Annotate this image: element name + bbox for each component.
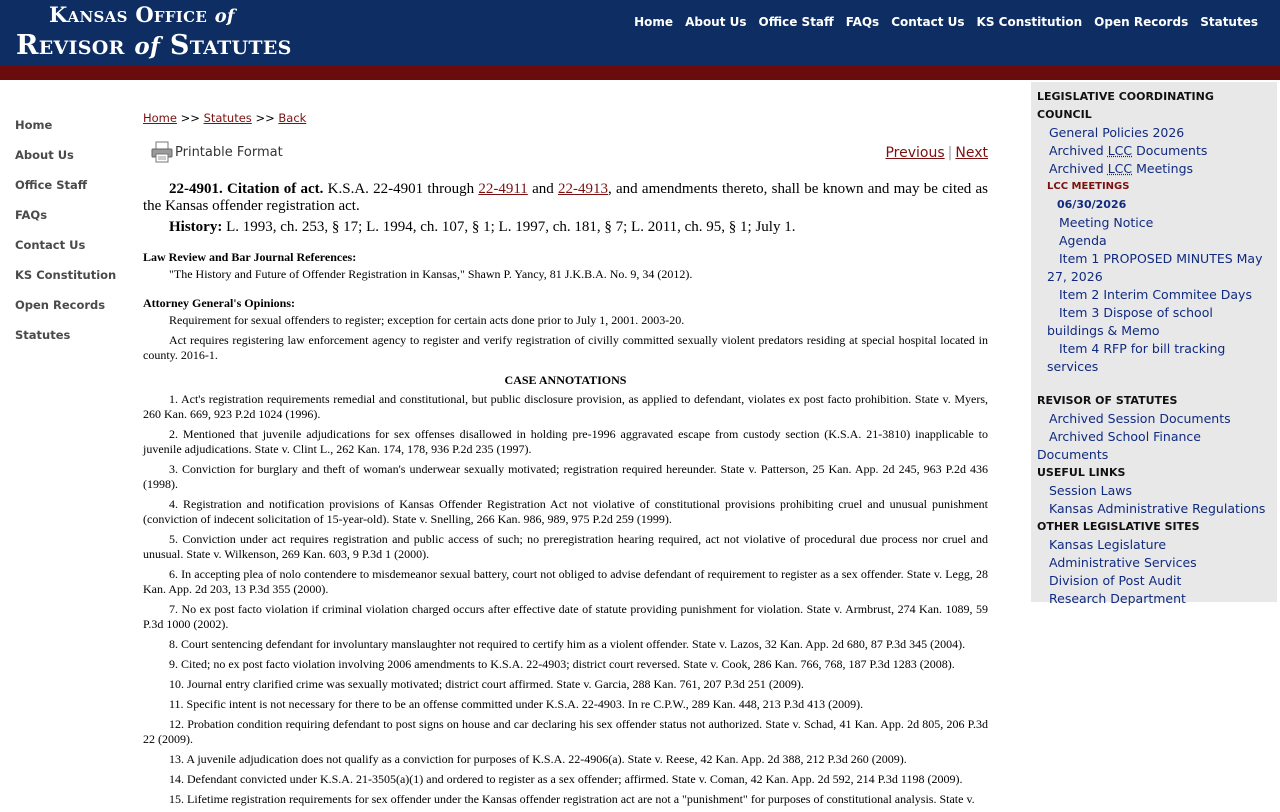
breadcrumb-home[interactable]: Home [143,111,177,125]
ag-opinions-heading: Attorney General's Opinions: [143,296,295,310]
left-nav [15,118,135,358]
right-sidebar [1031,82,1277,606]
printable-format-link[interactable] [151,141,283,163]
prev-next-nav [885,145,988,161]
statute-link-22-4913[interactable]: 22-4913 [558,181,609,197]
case-annotation: 4. Registration and notification provisions of Kansas Offender Registration Act not violative of constitutional provisions prohibiting cruel and unusual punishment (conviction of indecent solicitation of 15-year-old). State v. Snelling, 266 Kan. 986, 989, 975 P.2d 259 (1999). [143,497,988,526]
division-of-post-audit-link[interactable]: Division of Post Audit [1049,573,1182,588]
lcc-general-policies-link[interactable]: General Policies 2026 [1049,125,1185,140]
leftnav-contact-us[interactable]: Contact Us [15,238,86,252]
case-annotation: 15. Lifetime registration requirements for sex offender under the Kansas offender registration act are not a "punishment" for purposes of constitutional analysis. State v. [169,792,975,806]
session-laws-link[interactable]: Session Laws [1049,483,1133,498]
kansas-legislature-link[interactable]: Kansas Legislature [1049,537,1167,552]
printable-format-label: Printable Format [175,144,283,160]
leftnav-statutes[interactable]: Statutes [15,328,71,342]
lcc-archived-documents-link[interactable] [1031,142,1277,160]
leftnav-office-staff[interactable]: Office Staff [15,178,88,192]
printer-icon [151,141,173,163]
research-department-link[interactable]: Research Department [1049,591,1186,606]
leftnav-home[interactable]: Home [15,118,53,132]
topnav-faqs[interactable]: FAQs [845,15,880,29]
case-annotation: 3. Conviction for burglary and theft of woman's underwear sexually motivated; registration required hereunder. State v. Patterson, 25 Kan. App. 2d 245, 963 P.2d 436 (1998). [143,462,988,491]
statute-text-part: , and amendments thereto, shall be known and may be cited as the Kansas offender registration act. [143,181,989,214]
statute-text [143,181,988,215]
lcc-meetings-label: LCC MEETINGS [1047,181,1130,192]
ag-opinion-item: Act requires registering law enforcement agency to register and verify registration of civilly committed sexually violent predators residing at special hospital located in county. 2016-1. [143,333,988,362]
link-text: Archived [1049,143,1104,158]
topnav-ks-constitution[interactable]: KS Constitution [976,15,1083,29]
kansas-admin-regulations-link[interactable]: Kansas Administrative Regulations [1049,501,1266,516]
topnav-home[interactable]: Home [634,15,674,29]
other-sites-heading: OTHER LEGISLATIVE SITES [1037,520,1200,533]
header-accent-bar [0,65,1280,80]
topnav-statutes[interactable]: Statutes [1200,15,1258,29]
revisor-heading: REVISOR OF STATUTES [1037,394,1178,407]
lcc-abbr: LCC [1107,161,1133,176]
meeting-item-3-link[interactable]: Item 3 Dispose of school buildings & Memo [1047,305,1213,338]
meeting-notice-link[interactable]: Meeting Notice [1059,215,1154,230]
case-annotation: 1. Act's registration requirements remedial and constitutional, but public disclosure provision, as applied to defendant, violates ex post facto prohibition. State v. Myers, 260 Kan. 669, 923 P.2d 1024 (1996). [143,392,988,421]
case-annotation: 6. In accepting plea of nolo contendere to misdemeanor sexual battery, court not obliged to advise defendant of requirement to register as a sex offender. State v. Legg, 28 Kan. App. 2d 203, 13 P.3d 355 (2000). [143,567,988,596]
meeting-item-1-link[interactable]: Item 1 PROPOSED MINUTES May 27, 2026 [1047,251,1263,284]
case-annotation: 7. No ex post facto violation if criminal violation charged occurs after effective date of statute providing punishment for violation. State v. Armbrust, 274 Kan. 1089, 59 P.3d 1000 (2002). [143,602,988,631]
case-annotation: 8. Court sentencing defendant for involuntary manslaughter not required to certify him as a violent offender. State v. Lazos, 32 Kan. App. 2d 680, 87 P.3d 345 (2004). [169,637,966,651]
useful-links-heading: USEFUL LINKS [1037,466,1126,479]
prev-next-separator: | [947,145,953,161]
lcc-archived-meetings-link[interactable] [1031,160,1277,178]
meeting-item-2-link[interactable]: Item 2 Interim Commitee Days [1059,287,1252,302]
law-review-heading: Law Review and Bar Journal References: [143,250,357,264]
ag-opinion-item: Requirement for sexual offenders to register; exception for certain acts done prior to July 1, 2001. 2003-20. [169,313,685,327]
leftnav-about-us[interactable]: About Us [15,148,74,162]
statute-text-part: K.S.A. 22-4901 through [327,181,475,197]
previous-link[interactable]: Previous [885,145,945,161]
history-label: History: [169,219,223,235]
topnav-contact-us[interactable]: Contact Us [891,15,965,29]
case-annotation: 12. Probation condition requiring defendant to post signs on house and car declaring his sex offender status not authorized. State v. Schad, 41 Kan. App. 2d 805, 206 P.3d 22 (2009). [143,717,988,746]
next-link[interactable]: Next [955,145,988,161]
breadcrumb [143,111,988,125]
case-annotation: 9. Cited; no ex post facto violation involving 2006 amendments to K.S.A. 22-4903; district court reversed. State v. Cook, 286 Kan. 766, 768, 187 P.3d 1283 (2008). [169,657,955,671]
site-logo-line2[interactable]: Revisor of Statutes [16,30,292,61]
breadcrumb-separator: >> [180,111,200,125]
site-header [0,0,1280,65]
lcc-heading: LEGISLATIVE COORDINATING COUNCIL [1037,90,1214,121]
link-text: Archived [1049,161,1104,176]
leftnav-open-records[interactable]: Open Records [15,298,106,312]
administrative-services-link[interactable]: Administrative Services [1049,555,1197,570]
case-annotation: 2. Mentioned that juvenile adjudications for sex offenses disallowed in holding pre-1996 aggravated escape from custody section (K.S.A. 21-3810) inapplicable to juvenile adjudications. State v. Clint L., 262 Kan. 174, 178, 936 P.2d 235 (1997). [143,427,988,456]
leftnav-ks-constitution[interactable]: KS Constitution [15,268,117,282]
breadcrumb-statutes[interactable]: Statutes [203,111,252,125]
history-text: L. 1993, ch. 253, § 17; L. 1994, ch. 107, § 1; L. 1997, ch. 181, § 7; L. 2011, ch. 95, § 1; July 1. [226,219,796,235]
case-annotation: 14. Defendant convicted under K.S.A. 21-3505(a)(1) and ordered to register as a sex offender; affirmed. State v. Coman, 42 Kan. App. 2d 592, 214 P.3d 1198 (2009). [169,772,963,786]
print-row [143,141,988,181]
top-nav [622,15,1258,29]
site-logo-line1[interactable]: Kansas Office of [49,2,235,27]
history [143,219,988,236]
archived-session-documents-link[interactable]: Archived Session Documents [1049,411,1231,426]
case-annotation: 10. Journal entry clarified crime was sexually motivated; district court affirmed. State v. Garcia, 288 Kan. 761, 207 P.3d 251 (2009). [169,677,804,691]
case-annotations-heading: CASE ANNOTATIONS [504,373,627,387]
statute-link-22-4911[interactable]: 22-4911 [478,181,528,197]
topnav-office-staff[interactable]: Office Staff [758,15,834,29]
case-annotation: 5. Conviction under act requires registration and public access of such; no preregistration hearing required, act not violative of procedural due process nor cruel and unusual. State v. Wilkenson, 269 Kan. 603, 9 P.3d 1 (2000). [143,532,988,561]
statute-heading: 22-4901. Citation of act. [169,181,324,197]
archived-school-finance-link[interactable]: Archived School Finance Documents [1037,429,1201,462]
meeting-agenda-link[interactable]: Agenda [1059,233,1107,248]
law-review-item: "The History and Future of Offender Registration in Kansas," Shawn P. Yancy, 81 J.K.B.A. No. 9, 34 (2012). [169,267,693,281]
breadcrumb-separator: >> [255,111,275,125]
lcc-abbr: LCC [1107,143,1133,158]
meeting-item-4-link[interactable]: Item 4 RFP for bill tracking services [1047,341,1226,374]
link-text: Documents [1136,143,1208,158]
case-annotation: 11. Specific intent is not necessary for there to be an offense committed under K.S.A. 22-4903. In re C.P.W., 289 Kan. 448, 213 P.3d 413 (2009). [169,697,864,711]
statute-text-part: and [532,181,554,197]
main-content [143,111,988,812]
meeting-date: 06/30/2026 [1057,198,1127,211]
link-text: Meetings [1136,161,1194,176]
breadcrumb-back[interactable]: Back [278,111,307,125]
topnav-about-us[interactable]: About Us [685,15,747,29]
leftnav-faqs[interactable]: FAQs [15,208,48,222]
case-annotation: 13. A juvenile adjudication does not qualify as a conviction for purposes of K.S.A. 22-4906(a). State v. Reese, 42 Kan. App. 2d 388, 212 P.3d 260 (2009). [169,752,907,766]
topnav-open-records[interactable]: Open Records [1094,15,1189,29]
